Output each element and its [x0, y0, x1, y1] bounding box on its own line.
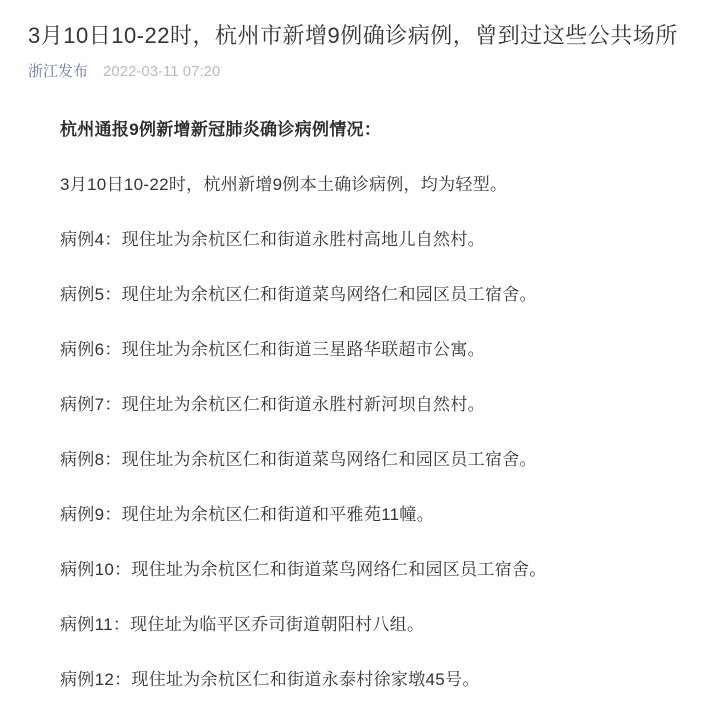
case-item-11: 病例11：现住址为临平区乔司街道朝阳村八组。	[60, 615, 425, 634]
article-lead-heading: 杭州通报9例新增新冠肺炎确诊病例情况：	[60, 120, 382, 139]
case-item-4: 病例4：现住址为余杭区仁和街道永胜村高地儿自然村。	[60, 230, 485, 249]
case-item-8: 病例8：现住址为余杭区仁和街道菜鸟网络仁和园区员工宿舍。	[60, 450, 537, 469]
case-item-7: 病例7：现住址为余杭区仁和街道永胜村新河坝自然村。	[60, 395, 485, 414]
case-item-5: 病例5：现住址为余杭区仁和街道菜鸟网络仁和园区员工宿舍。	[60, 285, 537, 304]
case-item-12: 病例12：现住址为余杭区仁和街道永泰村徐家墩45号。	[60, 670, 480, 689]
case-item-6: 病例6：现住址为余杭区仁和街道三星路华联超市公寓。	[60, 340, 485, 359]
article-intro: 3月10日10-22时，杭州新增9例本土确诊病例，均为轻型。	[60, 175, 508, 194]
case-item-10: 病例10：现住址为余杭区仁和街道菜鸟网络仁和园区员工宿舍。	[60, 560, 547, 579]
article-title: 3月10日10-22时，杭州市新增9例确诊病例，曾到过这些公共场所	[28, 23, 678, 48]
article-body	[28, 115, 690, 695]
publish-timestamp: 2022-03-11 07:20	[103, 63, 221, 80]
article-page	[0, 20, 716, 710]
source-link[interactable]: 浙江发布	[28, 63, 89, 80]
case-item-9: 病例9：现住址为余杭区仁和街道和平雅苑11幢。	[60, 505, 435, 524]
article-meta	[28, 63, 690, 81]
